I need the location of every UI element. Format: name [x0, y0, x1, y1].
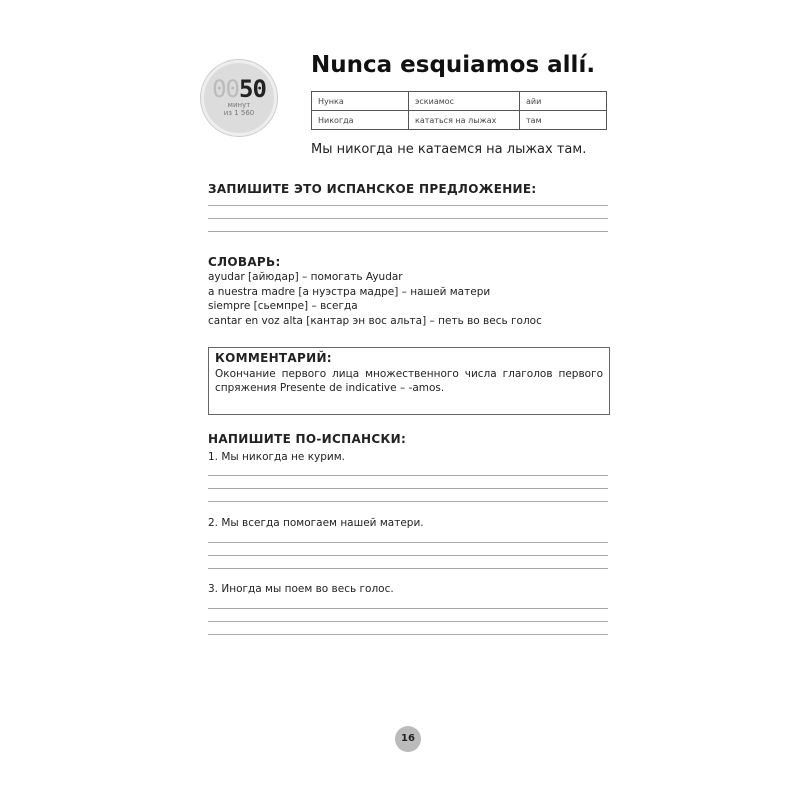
vocab-item: ayudar [айюдар] – помогать Ayudar — [208, 271, 403, 283]
timer-total: из 1 560 — [223, 109, 255, 117]
answer-line[interactable] — [208, 634, 608, 635]
vocab-item: a nuestra madre [а нуэстра мадре] – нашей матери — [208, 285, 491, 298]
timer-value: 50 — [239, 75, 266, 103]
vocab-item: cantar en voz alta [кантар эн вос альта] – петь во весь голос — [208, 314, 542, 327]
write-heading: ЗАПИШИТЕ ЭТО ИСПАНСКОЕ ПРЕДЛОЖЕНИЕ: — [208, 182, 537, 196]
exercise-heading: НАПИШИТЕ ПО-ИСПАНСКИ: — [208, 432, 407, 446]
answer-line[interactable] — [208, 205, 608, 206]
answer-line[interactable] — [208, 488, 608, 489]
exercise-item: 3. Иногда мы поем во весь голос. — [208, 583, 394, 595]
answer-line[interactable] — [208, 555, 608, 556]
table-cell: там — [520, 111, 607, 130]
vocab-item: siempre [сьемпре] – всегда — [208, 300, 358, 312]
lesson-title: Nunca esquiamos allí. — [311, 52, 596, 78]
answer-line[interactable] — [208, 475, 608, 476]
table-row — [312, 92, 607, 111]
timer-dim-digits: 00 — [212, 75, 239, 103]
table-cell: кататься на лыжах — [409, 111, 520, 130]
exercise-item: 2. Мы всегда помогаем нашей матери. — [208, 517, 424, 529]
comment-box — [208, 347, 610, 415]
answer-line[interactable] — [208, 501, 608, 502]
comment-heading: КОММЕНТАРИЙ: — [215, 351, 332, 365]
answer-line[interactable] — [208, 542, 608, 543]
timer-badge — [201, 60, 277, 136]
vocab-list — [208, 270, 542, 328]
table-cell: айи — [520, 92, 607, 111]
answer-line[interactable] — [208, 621, 608, 622]
page-number: 16 — [395, 726, 421, 752]
table-cell: Нунка — [312, 92, 409, 111]
vocab-heading: СЛОВАРЬ: — [208, 255, 281, 269]
answer-line[interactable] — [208, 608, 608, 609]
exercise-item: 1. Мы никогда не курим. — [208, 451, 346, 463]
comment-text: Окончание первого лица множественного числа глаголов первого спряжения Presente de indicative – -amos. — [215, 368, 603, 394]
answer-line[interactable] — [208, 231, 608, 232]
table-cell: эскиамос — [409, 92, 520, 111]
table-cell: Никогда — [312, 111, 409, 130]
table-row — [312, 111, 607, 130]
timer-unit: минут — [227, 101, 251, 109]
answer-line[interactable] — [208, 568, 608, 569]
translation: Мы никогда не катаемся на лыжах там. — [311, 142, 587, 157]
pronunciation-table — [311, 91, 607, 130]
answer-line[interactable] — [208, 218, 608, 219]
